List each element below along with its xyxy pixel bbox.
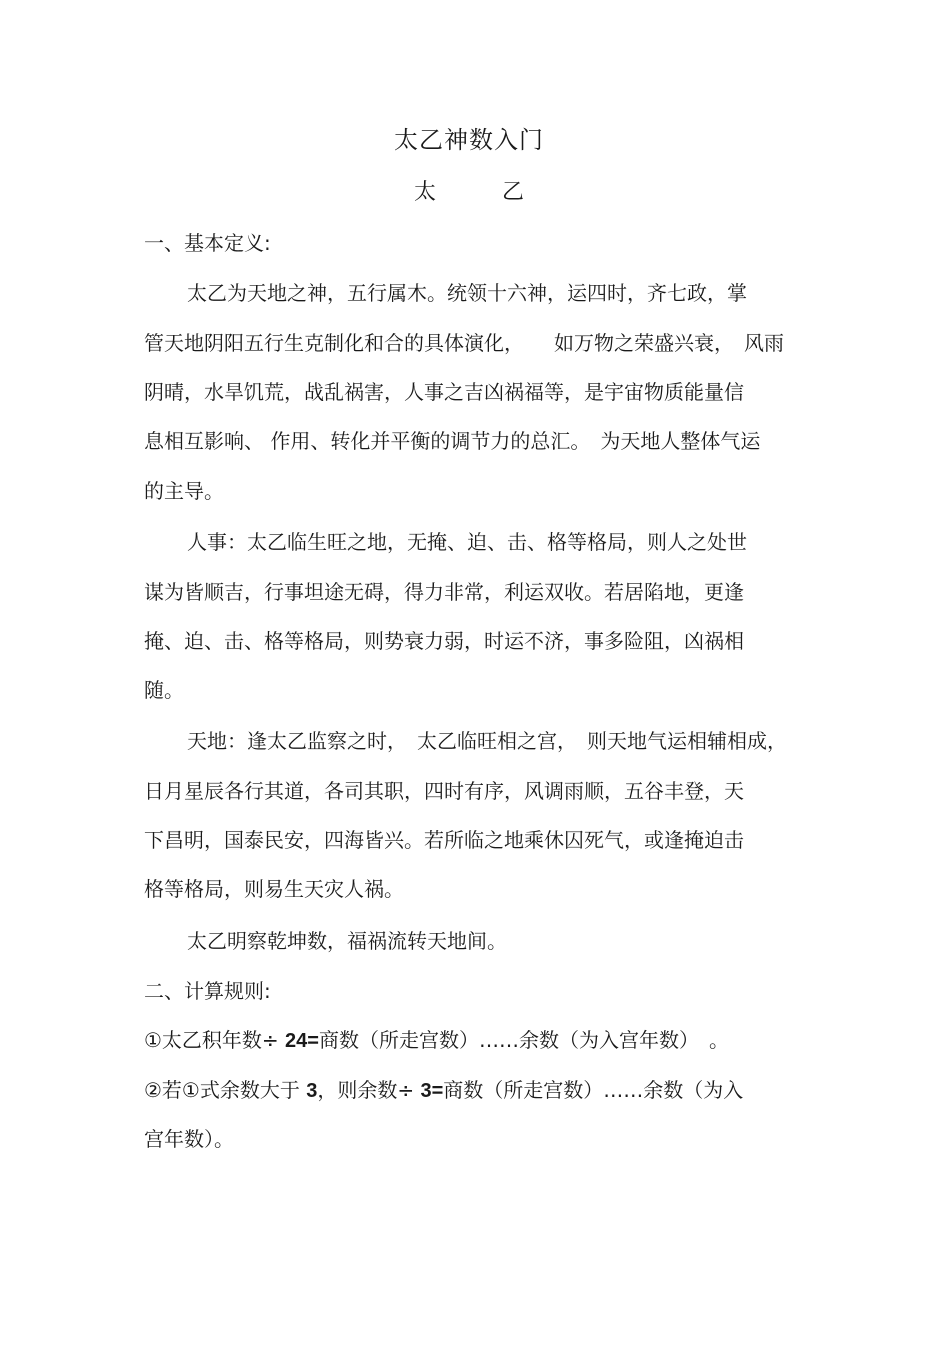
paragraph-line: 谋为皆顺吉，行事坦途无碍，得力非常，利运双收。若居陷地，更逢 [144, 580, 744, 604]
paragraph-line: 太乙明察乾坤数，福祸流转天地间。 [187, 929, 507, 953]
author-char-1: 太 [413, 180, 436, 205]
rule-number: 3 [306, 1080, 318, 1102]
paragraph-line: 太乙为天地之神，五行属木。统领十六神，运四时，齐七政，掌 [187, 281, 747, 305]
rule-1 [144, 1025, 729, 1056]
section-heading-1: 一、基本定义: [144, 231, 271, 255]
rule-number: 3= [420, 1080, 444, 1102]
rule-text: ①太乙积年数÷ [144, 1028, 279, 1052]
paragraph-line: 的主导。 [144, 479, 224, 503]
section-heading-2: 二、计算规则: [144, 979, 271, 1003]
rule-number: 24= [285, 1030, 319, 1052]
rule-2-continued: 宫年数）。 [144, 1127, 234, 1151]
paragraph-line: 格等格局，则易生天灾人祸。 [144, 877, 404, 901]
paragraph-line: 天地：逢太乙监察之时， 太乙临旺相之宫， 则天地气运相辅相成， [187, 729, 787, 753]
paragraph-line: 阴晴，水旱饥荒，战乱祸害，人事之吉凶祸福等，是宇宙物质能量信 [144, 380, 744, 404]
author-char-2: 乙 [502, 180, 525, 205]
rule-text: 商数（所走宫数）……余数（为入宫年数） 。 [318, 1028, 729, 1052]
paragraph-line: 下昌明，国泰民安，四海皆兴。若所临之地乘休囚死气，或逢掩迫击 [144, 828, 744, 852]
paragraph-line: 人事：太乙临生旺之地，无掩、迫、击、格等格局，则人之处世 [187, 530, 747, 554]
rule-text: ②若①式余数大于 [144, 1078, 300, 1102]
rule-2 [144, 1075, 743, 1106]
paragraph-line: 随。 [144, 678, 184, 702]
paragraph-line: 息相互影响、 作用、转化并平衡的调节力的总汇。 为天地人整体气运 [144, 429, 761, 453]
document-author [0, 176, 938, 210]
rule-text: ，则余数÷ [317, 1078, 415, 1102]
paragraph-line: 掩、迫、击、格等格局，则势衰力弱，时运不济，事多险阻，凶祸相 [144, 629, 744, 653]
paragraph-line: 管天地阴阳五行生克制化和合的具体演化， 如万物之荣盛兴衰， 风雨 [144, 331, 784, 355]
document-title: 太乙神数入门 [394, 126, 544, 154]
rule-text: 商数（所走宫数）……余数（为入 [443, 1078, 744, 1102]
paragraph-line: 日月星辰各行其道，各司其职，四时有序，风调雨顺，五谷丰登，天 [144, 779, 744, 803]
